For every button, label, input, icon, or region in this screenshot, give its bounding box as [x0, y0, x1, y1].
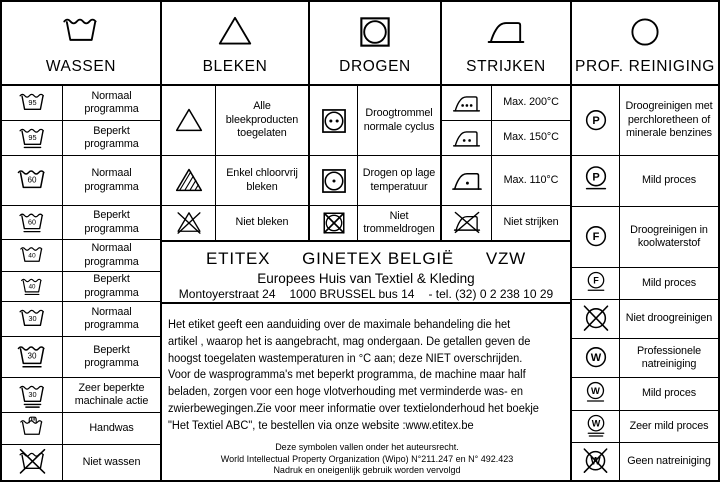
org-address-phone: - tel. (32) 0 2 238 10 29 [428, 287, 554, 301]
info-paragraph-line: Het etiket geeft een aanduiding over de maximale behandeling die het [168, 317, 511, 331]
drogen-label-1: Droogtrommel normale cyclus [363, 107, 435, 133]
care-row-bleken-2 [162, 156, 308, 206]
copyright-line-3: Nadruk en oneigenlijk gebruik worden vervolgd [273, 464, 461, 475]
wassen-label-1: Normaal programma [84, 89, 139, 115]
wassen-label-10: Handwas [89, 421, 134, 434]
org-header [162, 242, 570, 304]
drogen-rows [310, 86, 440, 240]
svg-text:95: 95 [27, 97, 37, 107]
care-row-wassen-3 [2, 156, 160, 206]
care-row-wassen-8 [2, 337, 160, 378]
circle-W-bar-icon [572, 378, 620, 410]
svg-text:95: 95 [27, 132, 37, 142]
care-row-prof-2 [572, 156, 718, 207]
info-paragraph-line: zwierbewegingen.Zie voor meer informatie over textielonderhoud het boekje [168, 401, 539, 416]
care-row-bleken-1 [162, 86, 308, 156]
prof-label-5: Niet droogreinigen [625, 312, 713, 325]
wassen-rows [2, 86, 160, 480]
strijken-label-2: Max. 150°C [503, 131, 559, 144]
info-paragraph [168, 316, 570, 434]
copyright-line-1: Deze symbolen vallen onder het auteursrecht. [275, 442, 459, 453]
bleken-header [162, 2, 308, 86]
prof-label-4: Mild proces [641, 276, 697, 289]
org-address [162, 288, 570, 301]
svg-text:30: 30 [27, 351, 37, 361]
info-paragraph-line: beladen, zorgen voor een hoge vlotverhouding met verminderde was- en [168, 384, 524, 399]
bleken-label-2: Enkel chloorvrij bleken [226, 167, 298, 193]
prof-label-7: Mild proces [641, 387, 697, 400]
wash-60-bar-icon [2, 206, 63, 239]
wassen-label-3: Normaal programma [84, 167, 139, 193]
svg-text:W: W [590, 352, 601, 365]
wassen-label-9: Zeer beperkte machinale actie [74, 381, 149, 407]
org-name-ginetex: GINETEX BELGIË [302, 249, 455, 268]
prof-label-1: Droogreinigen met perchloretheen of minerale benzines [625, 100, 713, 140]
drogen-header [310, 2, 440, 86]
etitex-info-panel [162, 242, 570, 480]
wassen-label-2: Beperkt programma [84, 124, 139, 150]
wash-40-bar-icon [2, 272, 63, 301]
org-names [162, 248, 570, 270]
wash-hand-icon [2, 413, 63, 444]
prof-header-label: PROF. REINIGING [575, 58, 715, 75]
strijken-label-1: Max. 200°C [503, 96, 559, 109]
wassen-header [2, 2, 160, 86]
strijken-column [442, 2, 570, 240]
prof-label-8: Zeer mild proces [629, 419, 709, 432]
strijken-label-4: Niet strijken [503, 216, 559, 229]
wash-95-icon [2, 86, 63, 120]
bleken-column [162, 2, 310, 240]
prof-rows [572, 86, 718, 480]
copyright-note [168, 442, 566, 476]
care-row-prof-7 [572, 378, 718, 411]
prof-label-2: Mild proces [641, 174, 697, 187]
wash-tub-icon [60, 11, 102, 53]
wash-40-icon [2, 240, 63, 271]
triangle-plain-icon [162, 86, 216, 155]
tumble-2dot-icon [310, 86, 358, 155]
care-row-prof-3 [572, 207, 718, 268]
strijken-header [442, 2, 570, 86]
prof-reiniging-column [572, 2, 718, 480]
svg-text:W: W [591, 417, 600, 428]
care-row-prof-4 [572, 268, 718, 300]
svg-text:30: 30 [27, 389, 37, 399]
iron-1dot-icon [442, 156, 492, 205]
copyright-line-2: World Intellectual Property Organization (Wipo) N°211.247 en N° 492.423 [220, 453, 514, 464]
wassen-label-7: Normaal programma [84, 305, 139, 331]
care-row-drogen-3 [310, 206, 440, 240]
info-paragraph-line: hoogst toegelaten wastemperaturen in °C aan; deze NIET overschrijden. [168, 350, 523, 365]
svg-text:W: W [591, 384, 600, 396]
tumble-dry-icon [354, 11, 396, 53]
circle-W-icon [572, 339, 620, 377]
drogen-label-2: Drogen op lage temperatuur [362, 167, 436, 193]
wassen-label-5: Normaal programma [84, 242, 139, 268]
svg-text:P: P [591, 171, 600, 184]
svg-text:W: W [590, 455, 601, 468]
tumble-1dot-icon [310, 156, 358, 205]
org-name-vzw: VZW [485, 249, 526, 268]
svg-text:F: F [592, 231, 599, 244]
bleken-label-1: Alle bleekproducten toegelaten [225, 100, 299, 140]
care-row-strijken-3 [442, 156, 570, 206]
care-row-strijken-1 [442, 86, 570, 121]
org-address-city: 1000 BRUSSEL bus 14 [289, 287, 415, 301]
bleken-label-3: Niet bleken [235, 216, 289, 229]
triangle-striped-icon [162, 156, 216, 205]
care-row-wassen-2 [2, 121, 160, 156]
triangle-icon [214, 11, 256, 53]
info-paragraph-line: Voor de wasprogramma's met beperkt programma, de machine maar half [168, 367, 526, 382]
org-name-etitex: ETITEX [206, 249, 271, 268]
care-row-strijken-4 [442, 206, 570, 240]
triangle-crossed-icon [162, 206, 216, 240]
prof-label-9: Geen natreiniging [627, 454, 711, 467]
wassen-header-label: WASSEN [45, 58, 117, 75]
tumble-crossed-icon [310, 206, 358, 240]
circle-F-icon [572, 207, 620, 267]
circle-P-bar-icon [572, 156, 620, 206]
wash-30-icon [2, 302, 63, 336]
svg-text:40: 40 [28, 251, 36, 259]
mid-symbol-columns [162, 2, 570, 242]
wash-30-bar-icon [2, 337, 63, 377]
svg-text:60: 60 [27, 175, 37, 185]
care-row-prof-9 [572, 443, 718, 480]
care-row-prof-5 [572, 300, 718, 339]
circle-P-icon [572, 86, 620, 155]
care-row-wassen-4 [2, 206, 160, 240]
info-paragraph-line: "Het Textiel ABC", te bestellen via onze website :www.etitex.be [168, 417, 474, 432]
svg-text:60: 60 [28, 218, 36, 226]
wassen-label-8: Beperkt programma [84, 343, 139, 369]
mid-section [162, 2, 572, 480]
prof-label-3: Droogreinigen in koolwaterstof [630, 223, 708, 249]
bleken-rows [162, 86, 308, 240]
care-row-prof-1 [572, 86, 718, 156]
care-row-wassen-5 [2, 240, 160, 272]
wash-95-bar-icon [2, 121, 63, 155]
strijken-rows [442, 86, 570, 240]
wash-60-icon [2, 156, 63, 205]
circle-icon [624, 11, 666, 53]
strijken-header-label: STRIJKEN [466, 58, 546, 75]
care-row-bleken-3 [162, 206, 308, 240]
svg-text:P: P [591, 114, 600, 127]
care-row-prof-8 [572, 411, 718, 443]
care-row-wassen-6 [2, 272, 160, 302]
info-text-block [162, 304, 570, 480]
care-row-prof-6 [572, 339, 718, 378]
care-row-strijken-2 [442, 121, 570, 156]
org-address-street: Montoyerstraat 24 [178, 287, 276, 301]
drogen-label-3: Niet trommeldrogen [363, 209, 435, 235]
circle-W-bar2-icon [572, 411, 620, 442]
iron-icon [485, 11, 527, 53]
prof-label-6: Professionele natreiniging [636, 344, 702, 370]
wassen-label-11: Niet wassen [82, 455, 141, 468]
info-paragraph-line: artikel , waarop het is aangebracht, mag ondergaan. De getallen geven de [168, 333, 531, 348]
org-subtitle: Europees Huis van Textiel & Kleding [257, 271, 475, 286]
strijken-label-3: Max. 110°C [503, 173, 559, 186]
svg-text:30: 30 [27, 313, 37, 323]
prof-header [572, 2, 718, 86]
care-row-wassen-11 [2, 445, 160, 480]
wassen-column [2, 2, 162, 480]
drogen-header-label: DROGEN [339, 58, 411, 75]
iron-3dot-icon [442, 86, 492, 120]
wash-30-bar2-icon [2, 378, 63, 412]
wash-crossed-icon [2, 445, 63, 480]
drogen-column [310, 2, 442, 240]
svg-text:F: F [592, 274, 599, 285]
circle-W-crossed-icon [572, 443, 620, 480]
care-row-wassen-10 [2, 413, 160, 445]
care-row-wassen-1 [2, 86, 160, 121]
circle-F-bar-icon [572, 268, 620, 299]
wassen-label-4: Beperkt programma [84, 209, 139, 235]
care-row-drogen-2 [310, 156, 440, 206]
circle-crossed-icon [572, 300, 620, 338]
iron-crossed-icon [442, 206, 492, 240]
bleken-header-label: BLEKEN [202, 58, 268, 75]
svg-text:40: 40 [28, 282, 36, 290]
wassen-label-6: Beperkt programma [84, 273, 139, 299]
care-row-wassen-7 [2, 302, 160, 337]
care-row-wassen-9 [2, 378, 160, 413]
iron-2dot-icon [442, 121, 492, 155]
care-row-drogen-1 [310, 86, 440, 156]
